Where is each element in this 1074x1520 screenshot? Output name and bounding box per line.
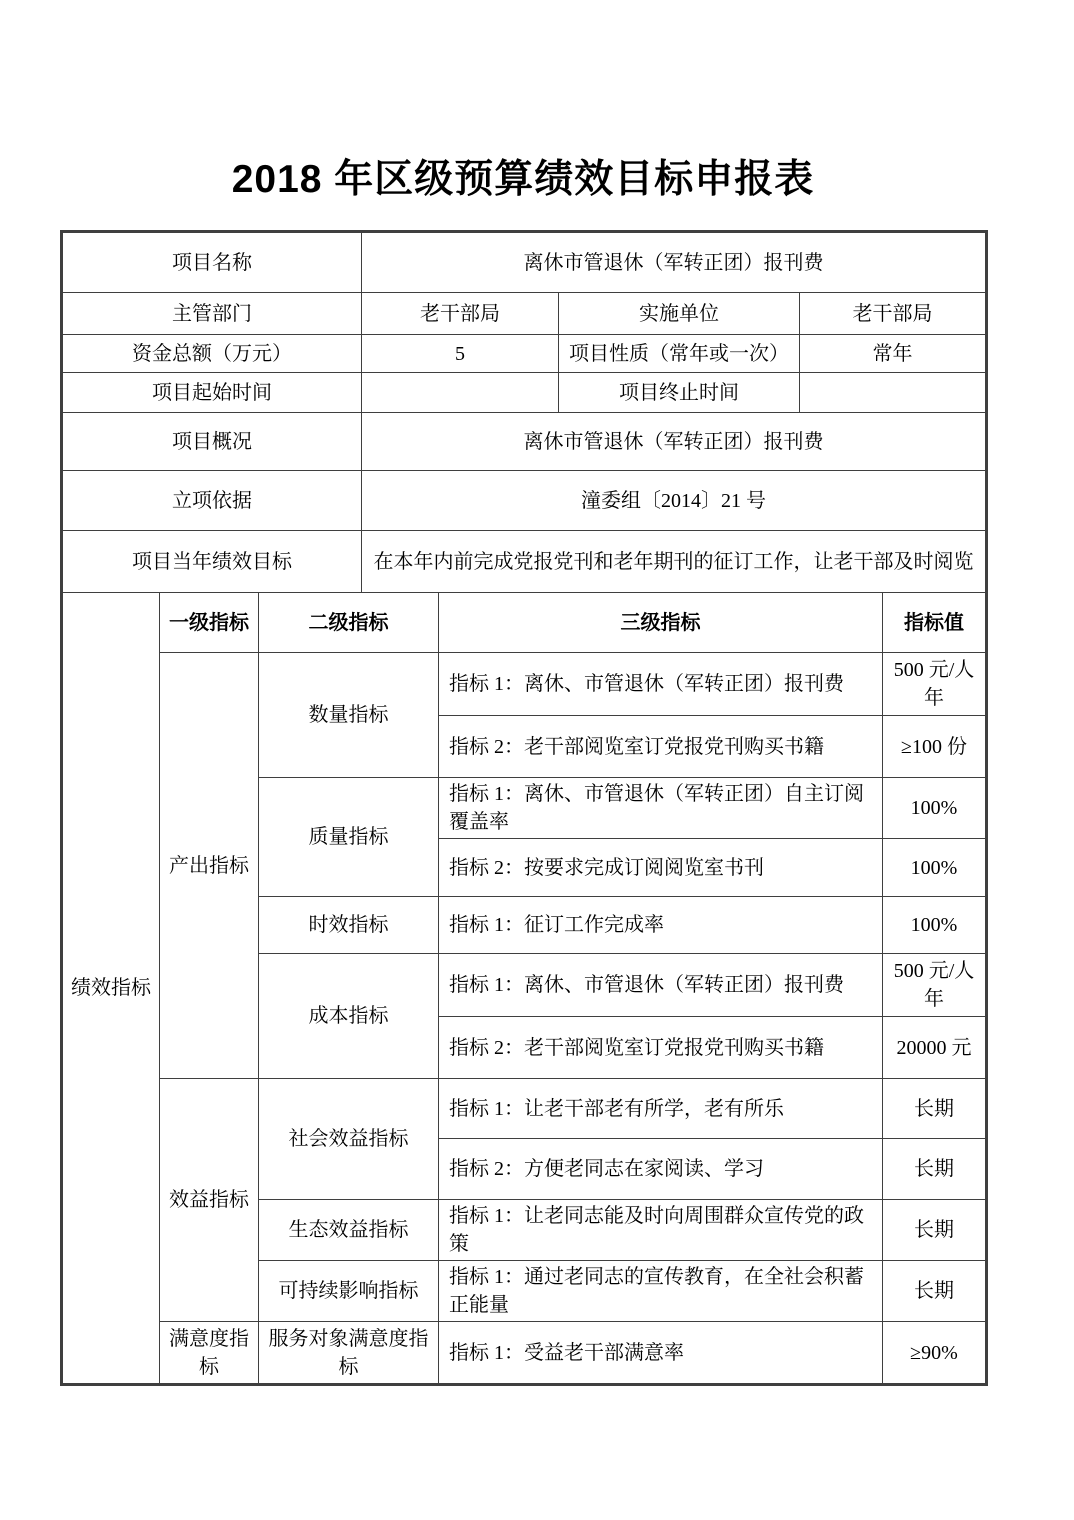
level3-cell: 指标 2：方便老同志在家阅读、学习 bbox=[439, 1139, 883, 1200]
table-row bbox=[63, 335, 986, 373]
table-row bbox=[63, 471, 986, 531]
indicator-value-cell: 长期 bbox=[883, 1200, 986, 1261]
project-name-value: 离休市管退休（军转正团）报刊费 bbox=[362, 233, 986, 293]
indicator-value-cell: ≥100 份 bbox=[883, 716, 986, 778]
indicator-value-cell: 长期 bbox=[883, 1139, 986, 1200]
level3-cell: 指标 1：通过老同志的宣传教育，在全社会积蓄正能量 bbox=[439, 1261, 883, 1322]
level1-cell-benefit: 效益指标 bbox=[160, 1079, 259, 1322]
indicator-value-cell: 20000 元 bbox=[883, 1017, 986, 1079]
impl-unit-label: 实施单位 bbox=[559, 293, 800, 335]
table-row bbox=[63, 233, 986, 293]
table-row bbox=[63, 531, 986, 593]
total-fund-value: 5 bbox=[362, 335, 559, 373]
declaration-form-table bbox=[60, 230, 988, 1386]
indicator-value-cell: ≥90% bbox=[883, 1322, 986, 1384]
end-time-label: 项目终止时间 bbox=[559, 373, 800, 413]
level2-cell-service-satisfaction: 服务对象满意度指标 bbox=[259, 1322, 439, 1384]
level2-cell-quantity: 数量指标 bbox=[259, 653, 439, 778]
level3-cell: 指标 1：征订工作完成率 bbox=[439, 897, 883, 954]
table-row bbox=[63, 373, 986, 413]
level3-cell: 指标 1：离休、市管退休（军转正团）报刊费 bbox=[439, 653, 883, 716]
indicator-value-cell: 长期 bbox=[883, 1261, 986, 1322]
header-level1: 一级指标 bbox=[160, 593, 259, 653]
level2-cell-cost: 成本指标 bbox=[259, 954, 439, 1079]
overview-label: 项目概况 bbox=[63, 413, 362, 471]
level2-cell-sustainable: 可持续影响指标 bbox=[259, 1261, 439, 1322]
indicator-value-cell: 500 元/人年 bbox=[883, 954, 986, 1017]
level3-cell: 指标 1：离休、市管退休（军转正团）报刊费 bbox=[439, 954, 883, 1017]
impl-unit-value: 老干部局 bbox=[800, 293, 986, 335]
total-fund-label: 资金总额（万元） bbox=[63, 335, 362, 373]
project-nature-label: 项目性质（常年或一次） bbox=[559, 335, 800, 373]
level1-cell-satisfaction: 满意度指标 bbox=[160, 1322, 259, 1384]
table-row bbox=[63, 413, 986, 471]
indicator-value-cell: 100% bbox=[883, 839, 986, 897]
level3-cell: 指标 2：按要求完成订阅阅览室书刊 bbox=[439, 839, 883, 897]
header-level3: 三级指标 bbox=[439, 593, 883, 653]
level3-cell: 指标 1：让老干部老有所学，老有所乐 bbox=[439, 1079, 883, 1139]
performance-indicator-table bbox=[62, 592, 986, 1384]
indicator-value-cell: 500 元/人年 bbox=[883, 653, 986, 716]
level2-cell-ecological: 生态效益指标 bbox=[259, 1200, 439, 1261]
start-time-label: 项目起始时间 bbox=[63, 373, 362, 413]
page-title: 2018 年区级预算绩效目标申报表 bbox=[231, 158, 815, 201]
level2-cell-timeliness: 时效指标 bbox=[259, 897, 439, 954]
indicator-value-cell: 长期 bbox=[883, 1079, 986, 1139]
level3-cell: 指标 2：老干部阅览室订党报党刊购买书籍 bbox=[439, 716, 883, 778]
start-time-value bbox=[362, 373, 559, 413]
level3-cell: 指标 1：让老同志能及时向周围群众宣传党的政策 bbox=[439, 1200, 883, 1261]
level3-cell: 指标 1：离休、市管退休（军转正团）自主订阅覆盖率 bbox=[439, 778, 883, 839]
project-info-table bbox=[62, 232, 986, 593]
project-name-label: 项目名称 bbox=[63, 233, 362, 293]
end-time-value bbox=[800, 373, 986, 413]
level2-cell-social: 社会效益指标 bbox=[259, 1079, 439, 1200]
level3-cell: 指标 2：老干部阅览室订党报党刊购买书籍 bbox=[439, 1017, 883, 1079]
basis-label: 立项依据 bbox=[63, 471, 362, 531]
level2-cell-quality: 质量指标 bbox=[259, 778, 439, 897]
dept-value: 老干部局 bbox=[362, 293, 559, 335]
header-level2: 二级指标 bbox=[259, 593, 439, 653]
table-row bbox=[63, 293, 986, 335]
indicator-row bbox=[63, 1322, 986, 1384]
perf-indicator-label: 绩效指标 bbox=[63, 593, 160, 1384]
indicator-value-cell: 100% bbox=[883, 897, 986, 954]
basis-value: 潼委组〔2014〕21 号 bbox=[362, 471, 986, 531]
indicator-header-row bbox=[63, 593, 986, 653]
annual-target-label: 项目当年绩效目标 bbox=[63, 531, 362, 593]
indicator-row bbox=[63, 653, 986, 716]
level3-cell: 指标 1：受益老干部满意率 bbox=[439, 1322, 883, 1384]
annual-target-value: 在本年内前完成党报党刊和老年期刊的征订工作，让老干部及时阅览 bbox=[362, 531, 986, 593]
dept-label: 主管部门 bbox=[63, 293, 362, 335]
indicator-value-cell: 100% bbox=[883, 778, 986, 839]
header-value: 指标值 bbox=[883, 593, 986, 653]
level1-cell-output: 产出指标 bbox=[160, 653, 259, 1079]
project-nature-value: 常年 bbox=[800, 335, 986, 373]
indicator-row bbox=[63, 1079, 986, 1139]
overview-value: 离休市管退休（军转正团）报刊费 bbox=[362, 413, 986, 471]
